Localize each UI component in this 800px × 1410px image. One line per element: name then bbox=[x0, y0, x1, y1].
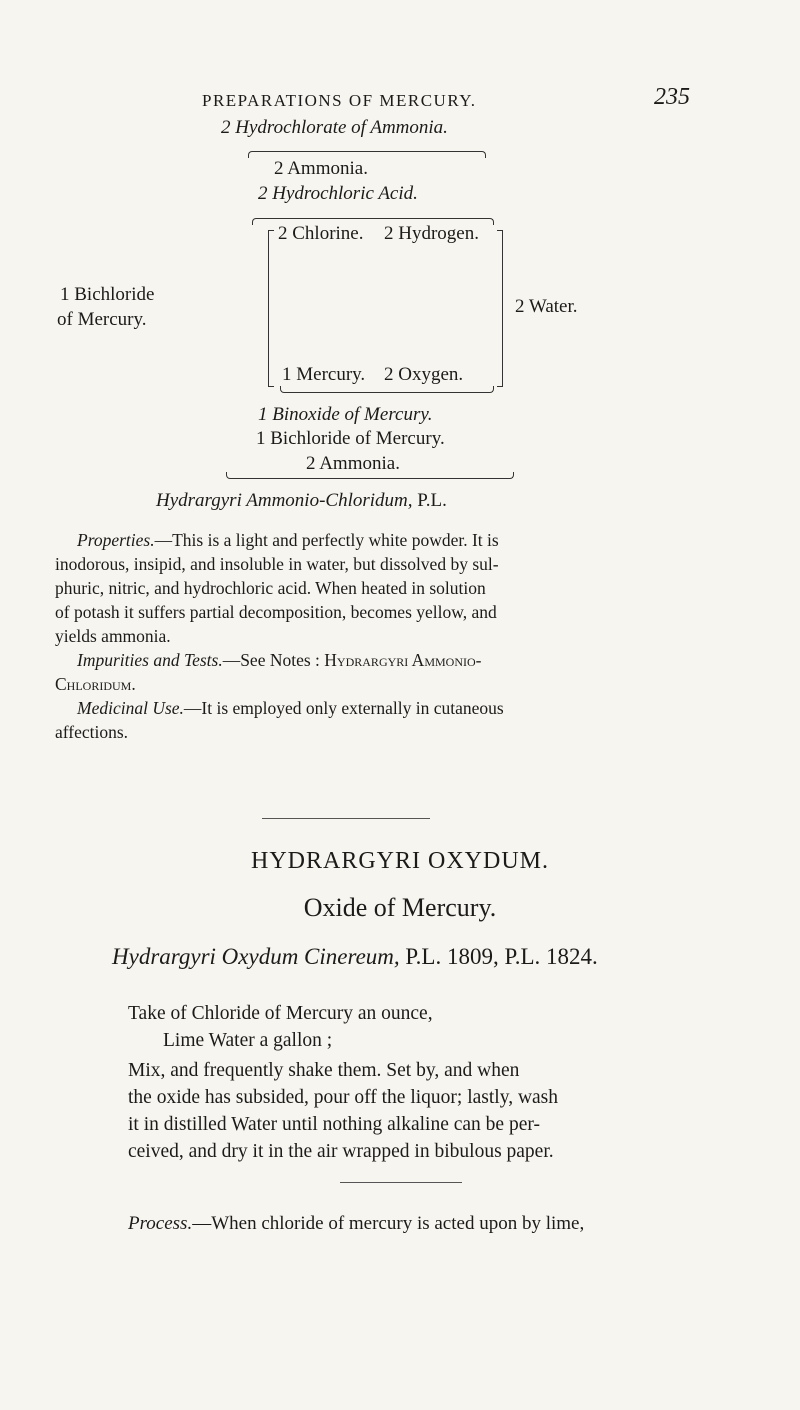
running-head: PREPARATIONS OF MERCURY. bbox=[202, 91, 477, 110]
section-subtitle: Oxide of Mercury. bbox=[303, 893, 497, 922]
section-title: HYDRARGYRI OXYDUM. bbox=[250, 848, 549, 874]
diagram-water: 2 Water. bbox=[515, 296, 578, 317]
impurities-text: —See Notes : bbox=[222, 650, 325, 670]
diagram-oxygen: 2 Oxygen. bbox=[384, 364, 464, 385]
medicinal-heading: Medicinal Use. bbox=[77, 698, 184, 718]
product-name: Hydrargyri Ammonio-Chloridum, bbox=[156, 490, 413, 511]
recipe-body bbox=[128, 1057, 763, 1165]
synonym-line bbox=[112, 944, 598, 970]
recipe-line-4: the oxide has subsided, pour off the liquor; lastly, wash bbox=[128, 1087, 559, 1108]
properties-line-1: —This is a light and perfectly white powder. It is bbox=[154, 530, 499, 550]
brace-bottom-2 bbox=[226, 472, 514, 479]
properties-line-3: phuric, nitric, and hydrochloric acid. When heated in solution bbox=[55, 578, 486, 598]
impurities-ref-2: Chloridum. bbox=[55, 674, 136, 694]
medicinal-line-2: affections. bbox=[55, 722, 129, 742]
recipe-line-6: ceived, and dry it in the air wrapped in bibulous paper. bbox=[128, 1141, 554, 1162]
diagram-bichloride-1: 1 Bichloride bbox=[60, 284, 155, 305]
process-heading: Process. bbox=[128, 1213, 193, 1234]
diagram-hcl: 2 Hydrochloric Acid. bbox=[258, 183, 418, 204]
bracket-right bbox=[497, 230, 503, 387]
diagram-binoxide: 1 Binoxide of Mercury. bbox=[258, 404, 433, 425]
properties-heading: Properties. bbox=[77, 530, 155, 550]
bracket-left bbox=[268, 230, 274, 387]
diagram-ammonia: 2 Ammonia. bbox=[274, 158, 368, 179]
impurities-heading: Impurities and Tests. bbox=[77, 650, 223, 670]
brace-bottom-1 bbox=[280, 386, 494, 393]
diagram-mercury: 1 Mercury. bbox=[282, 364, 366, 385]
process-line bbox=[128, 1213, 584, 1235]
properties-paragraph bbox=[55, 528, 755, 744]
recipe-line-5: it in distilled Water until nothing alkaline can be per- bbox=[128, 1114, 540, 1135]
separator-rule-2 bbox=[340, 1182, 462, 1183]
separator-rule-1 bbox=[262, 818, 430, 819]
diagram-top-title: 2 Hydrochlorate of Ammonia. bbox=[221, 117, 448, 138]
diagram-ammonia-2: 2 Ammonia. bbox=[306, 453, 400, 474]
page-number: 235 bbox=[654, 84, 690, 110]
diagram-chlorine: 2 Chlorine. bbox=[278, 223, 364, 244]
synonym-rest: P.L. 1809, P.L. 1824. bbox=[405, 944, 598, 969]
properties-line-2: inodorous, insipid, and insoluble in water, but dissolved by sul- bbox=[55, 554, 499, 574]
medicinal-line-1: —It is employed only externally in cutaneous bbox=[183, 698, 504, 718]
recipe-line-2: Lime Water a gallon ; bbox=[163, 1030, 333, 1051]
diagram-hydrogen: 2 Hydrogen. bbox=[384, 223, 479, 244]
impurities-ref-1: Hydrargyri Ammonio- bbox=[324, 650, 482, 670]
properties-line-4: of potash it suffers partial decomposition, becomes yellow, and bbox=[55, 602, 497, 622]
product-suffix: P.L. bbox=[417, 490, 447, 511]
product-line bbox=[156, 490, 447, 512]
process-text: —When chloride of mercury is acted upon by lime, bbox=[192, 1213, 585, 1234]
brace-top-1 bbox=[248, 151, 486, 158]
recipe-line-1: Take of Chloride of Mercury an ounce, bbox=[128, 1003, 433, 1024]
recipe-line-3: Mix, and frequently shake them. Set by, and when bbox=[128, 1060, 520, 1081]
synonym-name: Hydrargyri Oxydum Cinereum, bbox=[112, 944, 400, 969]
properties-line-5: yields ammonia. bbox=[55, 626, 171, 646]
diagram-bichloride-line: 1 Bichloride of Mercury. bbox=[256, 428, 445, 449]
diagram-bichloride-2: of Mercury. bbox=[57, 309, 147, 330]
